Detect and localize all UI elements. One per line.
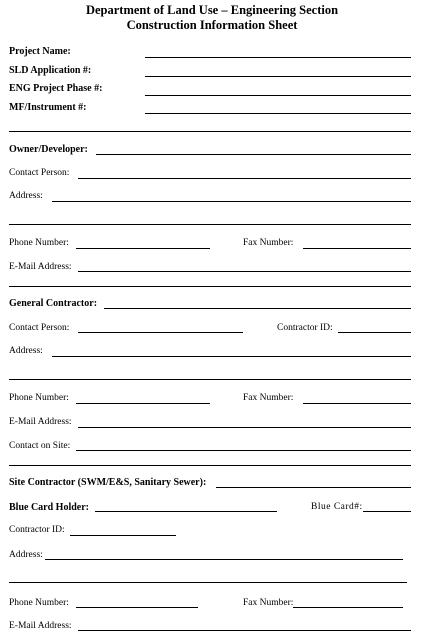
gc-phone-label: Phone Number: <box>9 393 69 403</box>
sc-email-label: E-Mail Address: <box>9 621 72 631</box>
site-contractor-field[interactable] <box>216 487 411 488</box>
gc-fax-label: Fax Number: <box>243 393 294 403</box>
owner-address-field[interactable] <box>52 201 411 202</box>
gc-contact-field[interactable] <box>78 332 243 333</box>
section-divider <box>9 131 411 132</box>
form-subtitle: Construction Information Sheet <box>126 18 298 32</box>
section-divider <box>9 286 411 287</box>
sc-phone-field[interactable] <box>76 607 198 608</box>
mf-instrument-label: MF/Instrument #: <box>9 102 87 113</box>
owner-fax-label: Fax Number: <box>243 238 294 248</box>
owner-fax-field[interactable] <box>303 248 411 249</box>
sc-contractor-id-label: Contractor ID: <box>9 525 65 535</box>
owner-address-field-2[interactable] <box>9 224 411 225</box>
sc-address-label: Address: <box>9 550 43 560</box>
sc-phone-label: Phone Number: <box>9 598 69 608</box>
gc-onsite-contact-field[interactable] <box>76 450 411 451</box>
gc-contractor-id-field[interactable] <box>338 332 411 333</box>
blue-card-holder-label: Blue Card Holder: <box>9 502 89 513</box>
project-name-field[interactable] <box>145 57 411 58</box>
owner-phone-field[interactable] <box>76 248 210 249</box>
owner-address-label: Address: <box>9 191 43 201</box>
sc-contractor-id-field[interactable] <box>70 535 176 536</box>
owner-email-field[interactable] <box>78 271 411 272</box>
gc-email-field[interactable] <box>78 427 411 428</box>
gc-fax-field[interactable] <box>303 403 411 404</box>
mf-instrument-field[interactable] <box>145 113 411 114</box>
owner-email-label: E-Mail Address: <box>9 262 72 272</box>
general-contractor-field[interactable] <box>104 308 411 309</box>
gc-address-field-2[interactable] <box>9 379 411 380</box>
project-name-label: Project Name: <box>9 46 71 57</box>
gc-email-label: E-Mail Address: <box>9 417 72 427</box>
owner-phone-label: Phone Number: <box>9 238 69 248</box>
sld-application-label: SLD Application #: <box>9 65 92 76</box>
site-contractor-label: Site Contractor (SWM/E&S, Sanitary Sewer): <box>9 477 207 488</box>
gc-onsite-contact-label: Contact on Site: <box>9 441 71 451</box>
owner-developer-field[interactable] <box>96 154 411 155</box>
section-divider <box>9 465 411 466</box>
form-title: Department of Land Use – Engineering Section <box>85 3 339 17</box>
blue-card-holder-field[interactable] <box>95 511 277 512</box>
owner-developer-label: Owner/Developer: <box>9 144 88 155</box>
owner-contact-label: Contact Person: <box>9 168 70 178</box>
sc-address-field[interactable] <box>45 559 403 560</box>
gc-contact-label: Contact Person: <box>9 323 70 333</box>
eng-phase-label: ENG Project Phase #: <box>9 83 103 94</box>
blue-card-number-label: Blue Card#: <box>311 502 363 512</box>
sc-email-field[interactable] <box>78 630 411 631</box>
gc-phone-field[interactable] <box>76 403 210 404</box>
gc-address-label: Address: <box>9 346 43 356</box>
sc-address-field-2[interactable] <box>9 582 407 583</box>
blue-card-number-field[interactable] <box>363 511 411 512</box>
gc-contractor-id-label: Contractor ID: <box>277 323 333 333</box>
owner-contact-field[interactable] <box>78 178 411 179</box>
sc-fax-label: Fax Number: <box>243 598 294 608</box>
gc-address-field[interactable] <box>52 356 411 357</box>
eng-phase-field[interactable] <box>145 95 411 96</box>
sld-application-field[interactable] <box>145 76 411 77</box>
sc-fax-field[interactable] <box>293 607 403 608</box>
general-contractor-label: General Contractor: <box>9 298 98 309</box>
